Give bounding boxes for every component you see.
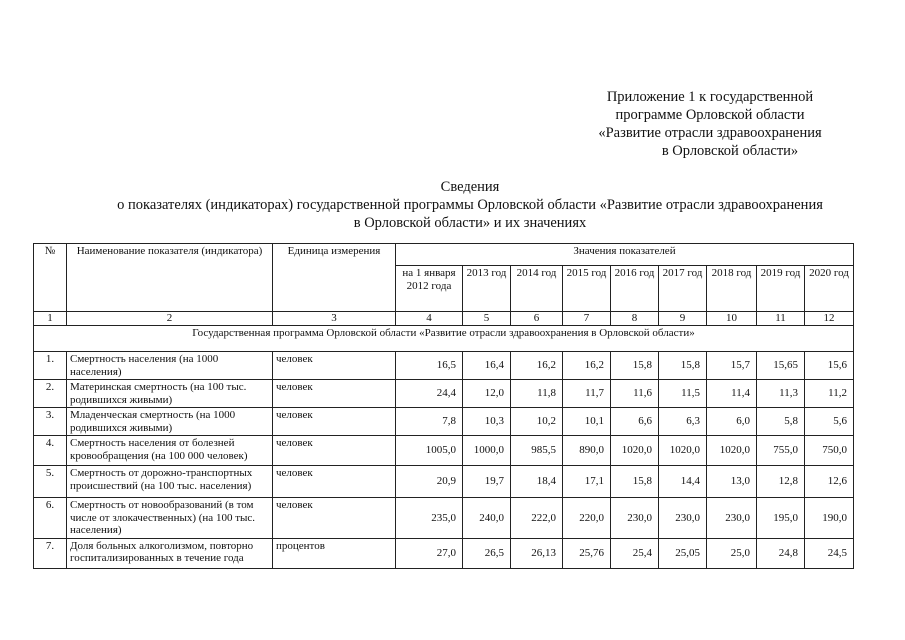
value-cell: 10,2	[511, 408, 563, 436]
header-values-group: Значения показателей	[396, 244, 854, 266]
header-year: на 1 января 2012 года	[396, 266, 463, 312]
value-cell: 27,0	[396, 538, 463, 568]
table-row	[34, 436, 854, 466]
value-cell: 240,0	[463, 498, 511, 539]
value-cell: 20,9	[396, 466, 463, 498]
value-cell: 24,8	[757, 538, 805, 568]
value-cell: 6,6	[611, 408, 659, 436]
table-row	[34, 498, 854, 539]
column-number: 11	[757, 312, 805, 326]
table-row	[34, 380, 854, 408]
indicator-name: Младенческая смертность (на 1000 родившихся живыми)	[67, 408, 273, 436]
value-cell: 230,0	[611, 498, 659, 539]
value-cell: 10,1	[563, 408, 611, 436]
appendix-line: программе Орловской области	[615, 107, 805, 123]
value-cell: 12,6	[805, 466, 854, 498]
column-number: 7	[563, 312, 611, 326]
value-cell: 755,0	[757, 436, 805, 466]
value-cell: 15,6	[805, 352, 854, 380]
value-cell: 15,8	[659, 352, 707, 380]
value-cell: 18,4	[511, 466, 563, 498]
column-number: 10	[707, 312, 757, 326]
value-cell: 15,65	[757, 352, 805, 380]
column-number: 8	[611, 312, 659, 326]
value-cell: 12,8	[757, 466, 805, 498]
value-cell: 24,5	[805, 538, 854, 568]
column-number: 2	[67, 312, 273, 326]
value-cell: 25,05	[659, 538, 707, 568]
table-row	[34, 352, 854, 380]
column-number: 1	[34, 312, 67, 326]
document-heading	[60, 178, 880, 232]
column-number: 6	[511, 312, 563, 326]
value-cell: 230,0	[659, 498, 707, 539]
value-cell: 230,0	[707, 498, 757, 539]
value-cell: 6,0	[707, 408, 757, 436]
value-cell: 25,76	[563, 538, 611, 568]
value-cell: 5,6	[805, 408, 854, 436]
column-number: 3	[273, 312, 396, 326]
value-cell: 7,8	[396, 408, 463, 436]
value-cell: 985,5	[511, 436, 563, 466]
value-cell: 1020,0	[659, 436, 707, 466]
header-number: №	[34, 244, 67, 312]
indicator-name: Смертность населения (на 1000 населения)	[67, 352, 273, 380]
indicator-name: Материнская смертность (на 100 тыс. родившихся живыми)	[67, 380, 273, 408]
value-cell: 1020,0	[707, 436, 757, 466]
value-cell: 15,7	[707, 352, 757, 380]
value-cell: 1005,0	[396, 436, 463, 466]
row-number: 1.	[34, 352, 67, 380]
heading-line: о показателях (индикаторах) государственной программы Орловской области «Развитие отрасли здравоохранения	[117, 197, 823, 213]
table-body	[34, 352, 854, 569]
unit-cell: процентов	[273, 538, 396, 568]
header-year: 2016 год	[611, 266, 659, 312]
value-cell: 17,1	[563, 466, 611, 498]
value-cell: 26,13	[511, 538, 563, 568]
value-cell: 1000,0	[463, 436, 511, 466]
value-cell: 222,0	[511, 498, 563, 539]
section-title: Государственная программа Орловской области «Развитие отрасли здравоохранения в Орловской области»	[34, 326, 854, 352]
header-year: 2018 год	[707, 266, 757, 312]
value-cell: 190,0	[805, 498, 854, 539]
indicator-name: Смертность населения от болезней кровообращения (на 100 000 человек)	[67, 436, 273, 466]
row-number: 6.	[34, 498, 67, 539]
heading-title: Сведения	[440, 179, 500, 195]
value-cell: 11,5	[659, 380, 707, 408]
value-cell: 25,0	[707, 538, 757, 568]
row-number: 2.	[34, 380, 67, 408]
indicator-name: Смертность от новообразований (в том числе от злокачественных) (на 100 тыс. населения)	[67, 498, 273, 539]
value-cell: 13,0	[707, 466, 757, 498]
column-number-row	[34, 312, 854, 326]
header-indicator-name: Наименование показателя (индикатора)	[67, 244, 273, 312]
appendix-line: «Развитие отрасли здравоохранения	[598, 125, 822, 141]
appendix-note	[560, 88, 860, 160]
value-cell: 11,3	[757, 380, 805, 408]
value-cell: 6,3	[659, 408, 707, 436]
value-cell: 15,8	[611, 352, 659, 380]
value-cell: 10,3	[463, 408, 511, 436]
indicators-table	[33, 243, 854, 569]
value-cell: 26,5	[463, 538, 511, 568]
value-cell: 16,2	[563, 352, 611, 380]
column-number: 9	[659, 312, 707, 326]
unit-cell: человек	[273, 352, 396, 380]
row-number: 4.	[34, 436, 67, 466]
unit-cell: человек	[273, 466, 396, 498]
unit-cell: человек	[273, 436, 396, 466]
table-row	[34, 538, 854, 568]
header-year: 2017 год	[659, 266, 707, 312]
value-cell: 1020,0	[611, 436, 659, 466]
value-cell: 16,4	[463, 352, 511, 380]
value-cell: 5,8	[757, 408, 805, 436]
value-cell: 16,5	[396, 352, 463, 380]
value-cell: 750,0	[805, 436, 854, 466]
header-year: 2015 год	[563, 266, 611, 312]
appendix-line: в Орловской области»	[661, 143, 799, 159]
row-number: 3.	[34, 408, 67, 436]
header-year: 2013 год	[463, 266, 511, 312]
header-year: 2020 год	[805, 266, 854, 312]
appendix-line: Приложение 1 к государственной	[606, 89, 814, 105]
value-cell: 12,0	[463, 380, 511, 408]
heading-line: в Орловской области» и их значениях	[353, 215, 587, 231]
value-cell: 220,0	[563, 498, 611, 539]
unit-cell: человек	[273, 408, 396, 436]
header-year: 2014 год	[511, 266, 563, 312]
unit-cell: человек	[273, 380, 396, 408]
row-number: 5.	[34, 466, 67, 498]
column-number: 5	[463, 312, 511, 326]
header-unit: Единица измерения	[273, 244, 396, 312]
table-row	[34, 408, 854, 436]
value-cell: 11,8	[511, 380, 563, 408]
indicator-name: Доля больных алкоголизмом, повторно госпитализированных в течение года	[67, 538, 273, 568]
value-cell: 15,8	[611, 466, 659, 498]
unit-cell: человек	[273, 498, 396, 539]
value-cell: 11,6	[611, 380, 659, 408]
value-cell: 890,0	[563, 436, 611, 466]
table-row	[34, 466, 854, 498]
value-cell: 235,0	[396, 498, 463, 539]
row-number: 7.	[34, 538, 67, 568]
header-year: 2019 год	[757, 266, 805, 312]
value-cell: 16,2	[511, 352, 563, 380]
value-cell: 11,2	[805, 380, 854, 408]
indicator-name: Смертность от дорожно-транспортных происшествий (на 100 тыс. населения)	[67, 466, 273, 498]
value-cell: 11,4	[707, 380, 757, 408]
value-cell: 24,4	[396, 380, 463, 408]
value-cell: 11,7	[563, 380, 611, 408]
value-cell: 14,4	[659, 466, 707, 498]
column-number: 4	[396, 312, 463, 326]
value-cell: 195,0	[757, 498, 805, 539]
value-cell: 19,7	[463, 466, 511, 498]
value-cell: 25,4	[611, 538, 659, 568]
column-number: 12	[805, 312, 854, 326]
